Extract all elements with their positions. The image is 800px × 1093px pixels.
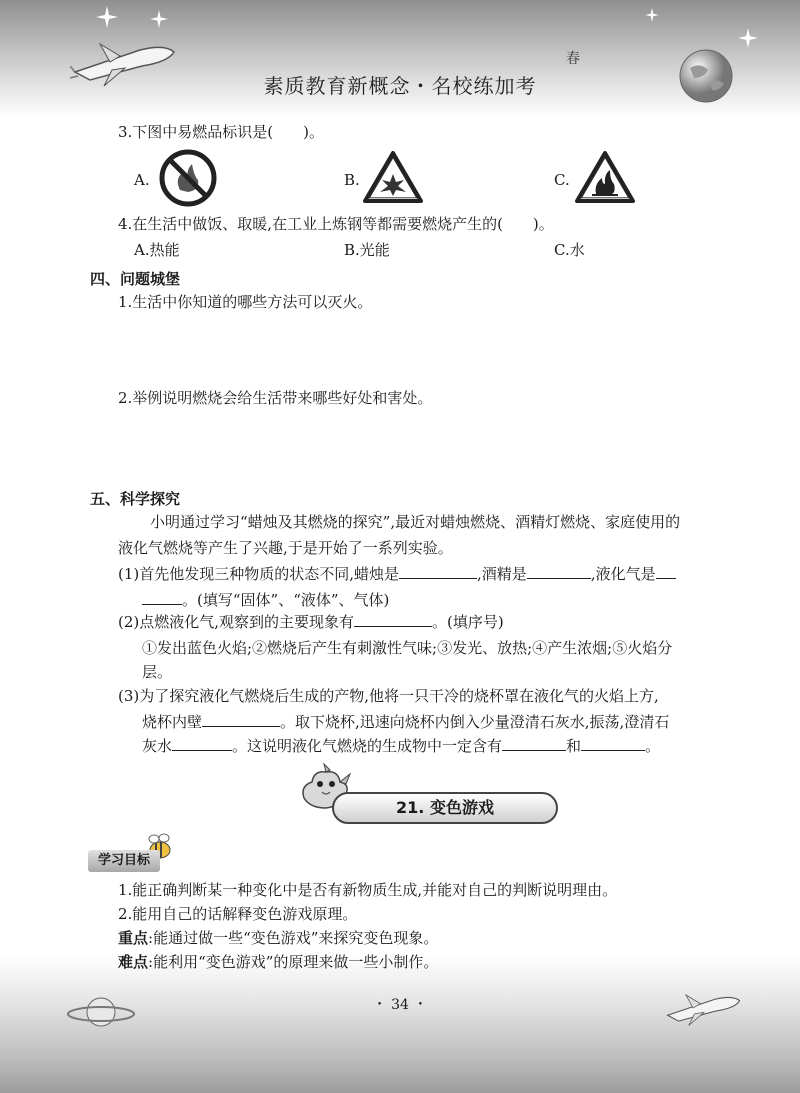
section-4-heading: 四、问题城堡 [90,270,181,288]
part-3-text-e: 和 [566,737,582,755]
difficult-point-label: 难点 [118,953,149,971]
part-3-text-b: 。取下烧杯,迅速向烧杯内倒入少量澄清石灰水,振荡,澄清石 [280,713,670,731]
goal-1: 1.能正确判断某一种变化中是否有新物质生成,并能对自己的判断说明理由。 [118,881,618,899]
part-1-text-b: ,酒精是 [477,565,527,583]
section-5-heading: 五、科学探究 [90,490,181,508]
key-point [118,928,438,948]
season-label: 春 [566,51,580,67]
q3-option-a-label: A. [134,171,150,189]
key-point-text: :能通过做一些“变色游戏”来探究变色现象。 [148,929,439,947]
part-2-options-line-2: 层。 [142,663,173,681]
star-icon [150,10,168,28]
section-5-intro-line-1: 小明通过学习“蜡烛及其燃烧的探究”,最近对蜡烛燃烧、酒精灯燃烧、家庭使用的 [150,513,681,531]
answer-blank-limewater[interactable] [172,736,232,751]
star-icon [96,6,118,28]
flammable-warning-sign-icon [574,150,636,204]
answer-blank-lpg-state[interactable] [656,564,676,579]
q3-option-b-label: B. [344,171,360,189]
answer-blank-alcohol-state[interactable] [527,564,591,579]
part-1-text-d: 。(填写“固体”、“液体”、气体) [182,591,390,609]
part-2-text-a: (2)点燃液化气,观察到的主要现象有 [118,613,355,631]
star-icon [645,8,659,22]
part-2-text-b: 。(填序号) [432,613,504,631]
q4-option-c: C.水 [554,241,585,259]
answer-blank-beaker-wall[interactable] [202,712,280,727]
question-4-stem: 4.在生活中做饭、取暖,在工业上炼钢等都需要燃烧产生的( )。 [118,215,554,233]
part-3-line-3 [142,736,660,756]
part-1-line-1 [118,564,676,584]
section-5-intro-line-2: 液化气燃烧等产生了兴趣,于是开始了一系列实验。 [118,539,453,557]
space-shuttle-icon [664,984,744,1032]
part-1-text-c: ,液化气是 [590,565,656,583]
answer-blank-lpg-state-cont[interactable] [142,590,182,605]
part-1-line-2 [142,590,389,610]
chapter-title: 21. 变色游戏 [332,792,558,824]
page-number: ・ 34 ・ [372,997,428,1013]
section-4-question-1: 1.生活中你知道的哪些方法可以灭火。 [118,293,373,311]
part-2-line [118,612,504,632]
part-3-text-d: 。这说明液化气燃烧的生成物中一定含有 [232,737,503,755]
difficult-point-text: :能利用“变色游戏”的原理来做一些小制作。 [148,953,439,971]
part-3-line-1: (3)为了探究液化气燃烧后生成的产物,他将一只干冷的烧杯罩在液化气的火焰上方, [118,687,659,705]
part-3-text-f: 。 [645,737,661,755]
answer-blank-product-1[interactable] [502,736,566,751]
q3-option-c-label: C. [554,171,570,189]
learning-goals-badge: 学习目标 [88,850,160,872]
part-3-text-a: 烧杯内壁 [142,713,203,731]
part-3-line-2 [142,712,669,732]
star-icon [738,28,758,48]
section-4-question-2: 2.举例说明燃烧会给生活带来哪些好处和害处。 [118,389,433,407]
part-3-text-c: 灰水 [142,737,173,755]
header-title: 素质教育新概念・名校练加考 [263,74,537,98]
key-point-label: 重点 [118,929,149,947]
ringed-planet-icon [66,990,136,1034]
answer-blank-candle-state[interactable] [399,564,477,579]
goal-2: 2.能用自己的话解释变色游戏原理。 [118,905,358,923]
answer-blank-phenomena[interactable] [354,612,432,627]
question-3-stem: 3.下图中易燃品标识是( )。 [118,123,325,141]
part-1-text-a: (1)首先他发现三种物质的状态不同,蜡烛是 [118,565,400,583]
explosive-warning-sign-icon [362,150,424,204]
q4-option-b: B.光能 [344,241,390,259]
part-2-options-line-1: ①发出蓝色火焰;②燃烧后产生有刺激性气味;③发光、放热;④产生浓烟;⑤火焰分 [142,639,673,657]
q4-option-a: A.热能 [134,241,180,259]
difficult-point [118,952,438,972]
no-fire-sign-icon [158,148,218,208]
answer-blank-product-2[interactable] [581,736,645,751]
